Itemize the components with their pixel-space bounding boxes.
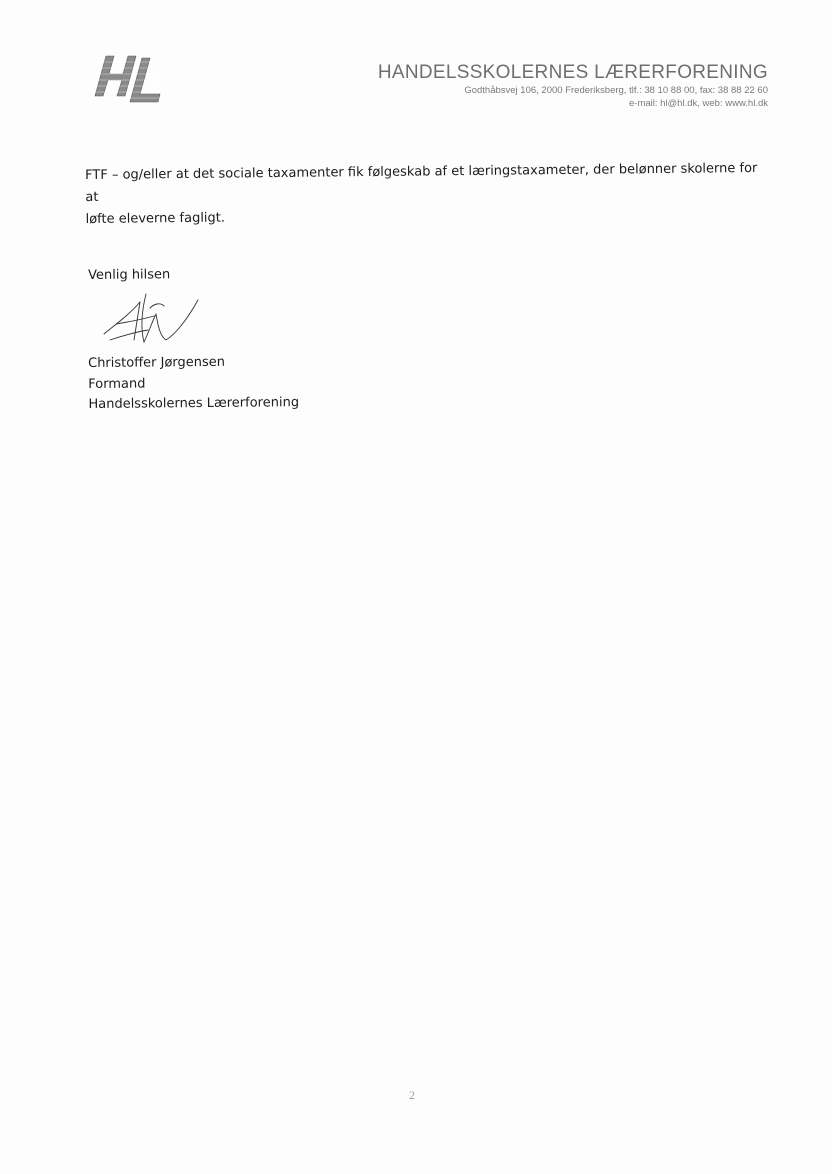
- handwritten-signature: [96, 284, 216, 356]
- page-number: 2: [409, 1088, 415, 1102]
- closing-greeting: Venlig hilsen: [88, 267, 171, 283]
- hl-logo: [92, 50, 172, 108]
- body-line-2: løfte eleverne fagligt.: [85, 210, 226, 227]
- signer-title: Formand: [88, 375, 146, 392]
- organization-contact: e-mail: hl@hl.dk, web: www.hl.dk: [629, 98, 768, 109]
- body-line-1: FTF – og/eller at det sociale taxamenter fik følgeskab af et læringstaxameter, der belønner skolerne for at: [85, 160, 758, 205]
- organization-header: [378, 62, 768, 110]
- organization-address: Godthåbsvej 106, 2000 Frederiksberg, tlf.: 38 10 88 00, fax: 38 88 22 60: [464, 85, 768, 96]
- signer-block: [88, 352, 299, 415]
- organization-name: HANDELSSKOLERNES LÆRERFORENING: [377, 62, 768, 83]
- letter-body: [85, 158, 766, 231]
- signer-name: Christoffer Jørgensen: [88, 354, 226, 371]
- signer-organization: Handelsskolernes Lærerforening: [88, 395, 300, 412]
